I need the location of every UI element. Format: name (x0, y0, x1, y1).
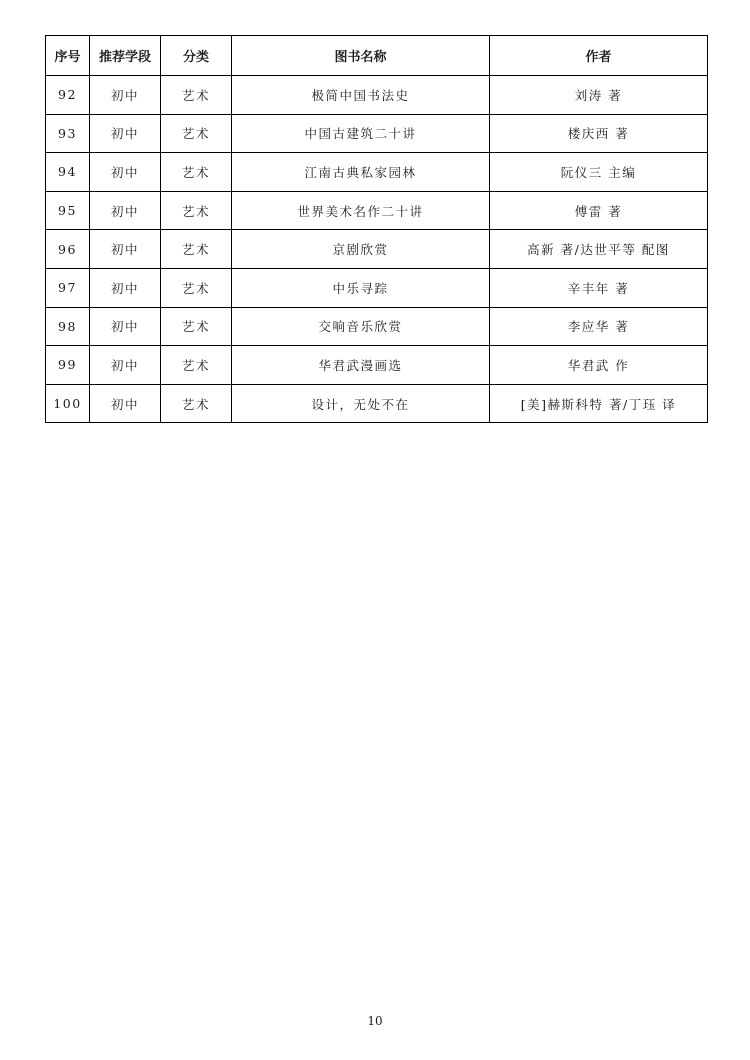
cell-author: [美]赫斯科特 著/丁珏 译 (490, 384, 708, 423)
cell-book-title: 江南古典私家园林 (232, 153, 490, 192)
cell-author: 楼庆西 著 (490, 114, 708, 153)
cell-category: 艺术 (161, 307, 232, 346)
cell-stage: 初中 (90, 114, 161, 153)
table-row (46, 384, 708, 423)
cell-category: 艺术 (161, 230, 232, 269)
cell-author: 阮仪三 主编 (490, 153, 708, 192)
cell-serial-number: 98 (46, 307, 90, 346)
cell-author: 刘涛 著 (490, 76, 708, 115)
cell-stage: 初中 (90, 191, 161, 230)
cell-category: 艺术 (161, 384, 232, 423)
cell-serial-number: 100 (46, 384, 90, 423)
cell-author: 李应华 著 (490, 307, 708, 346)
cell-author: 华君武 作 (490, 346, 708, 385)
cell-serial-number: 97 (46, 268, 90, 307)
table-header (46, 36, 708, 76)
header-category: 分类 (161, 36, 232, 76)
cell-stage: 初中 (90, 384, 161, 423)
cell-book-title: 华君武漫画选 (232, 346, 490, 385)
header-recommended-stage: 推荐学段 (90, 36, 161, 76)
cell-author: 傅雷 著 (490, 191, 708, 230)
cell-serial-number: 99 (46, 346, 90, 385)
cell-serial-number: 94 (46, 153, 90, 192)
header-serial-number: 序号 (46, 36, 90, 76)
cell-book-title: 中乐寻踪 (232, 268, 490, 307)
cell-book-title: 交响音乐欣赏 (232, 307, 490, 346)
header-row (46, 36, 708, 76)
table-row (46, 230, 708, 269)
cell-serial-number: 95 (46, 191, 90, 230)
cell-category: 艺术 (161, 346, 232, 385)
cell-stage: 初中 (90, 268, 161, 307)
cell-book-title: 中国古建筑二十讲 (232, 114, 490, 153)
cell-category: 艺术 (161, 268, 232, 307)
page-number: 10 (367, 1014, 383, 1028)
table-row (46, 191, 708, 230)
cell-stage: 初中 (90, 307, 161, 346)
cell-category: 艺术 (161, 114, 232, 153)
table-body (46, 76, 708, 423)
table-row (46, 307, 708, 346)
cell-category: 艺术 (161, 191, 232, 230)
cell-author: 辛丰年 著 (490, 268, 708, 307)
cell-book-title: 京剧欣赏 (232, 230, 490, 269)
header-author: 作者 (490, 36, 708, 76)
table-row (46, 76, 708, 115)
cell-stage: 初中 (90, 153, 161, 192)
cell-book-title: 设计，无处不在 (232, 384, 490, 423)
cell-serial-number: 96 (46, 230, 90, 269)
cell-book-title: 极简中国书法史 (232, 76, 490, 115)
cell-author: 高新 著/达世平等 配图 (490, 230, 708, 269)
cell-category: 艺术 (161, 153, 232, 192)
cell-book-title: 世界美术名作二十讲 (232, 191, 490, 230)
table-row (46, 346, 708, 385)
book-list-table (45, 35, 708, 423)
table-row (46, 114, 708, 153)
header-book-title: 图书名称 (232, 36, 490, 76)
cell-category: 艺术 (161, 76, 232, 115)
cell-stage: 初中 (90, 76, 161, 115)
cell-serial-number: 93 (46, 114, 90, 153)
table-row (46, 153, 708, 192)
cell-stage: 初中 (90, 346, 161, 385)
table-row (46, 268, 708, 307)
cell-stage: 初中 (90, 230, 161, 269)
cell-serial-number: 92 (46, 76, 90, 115)
